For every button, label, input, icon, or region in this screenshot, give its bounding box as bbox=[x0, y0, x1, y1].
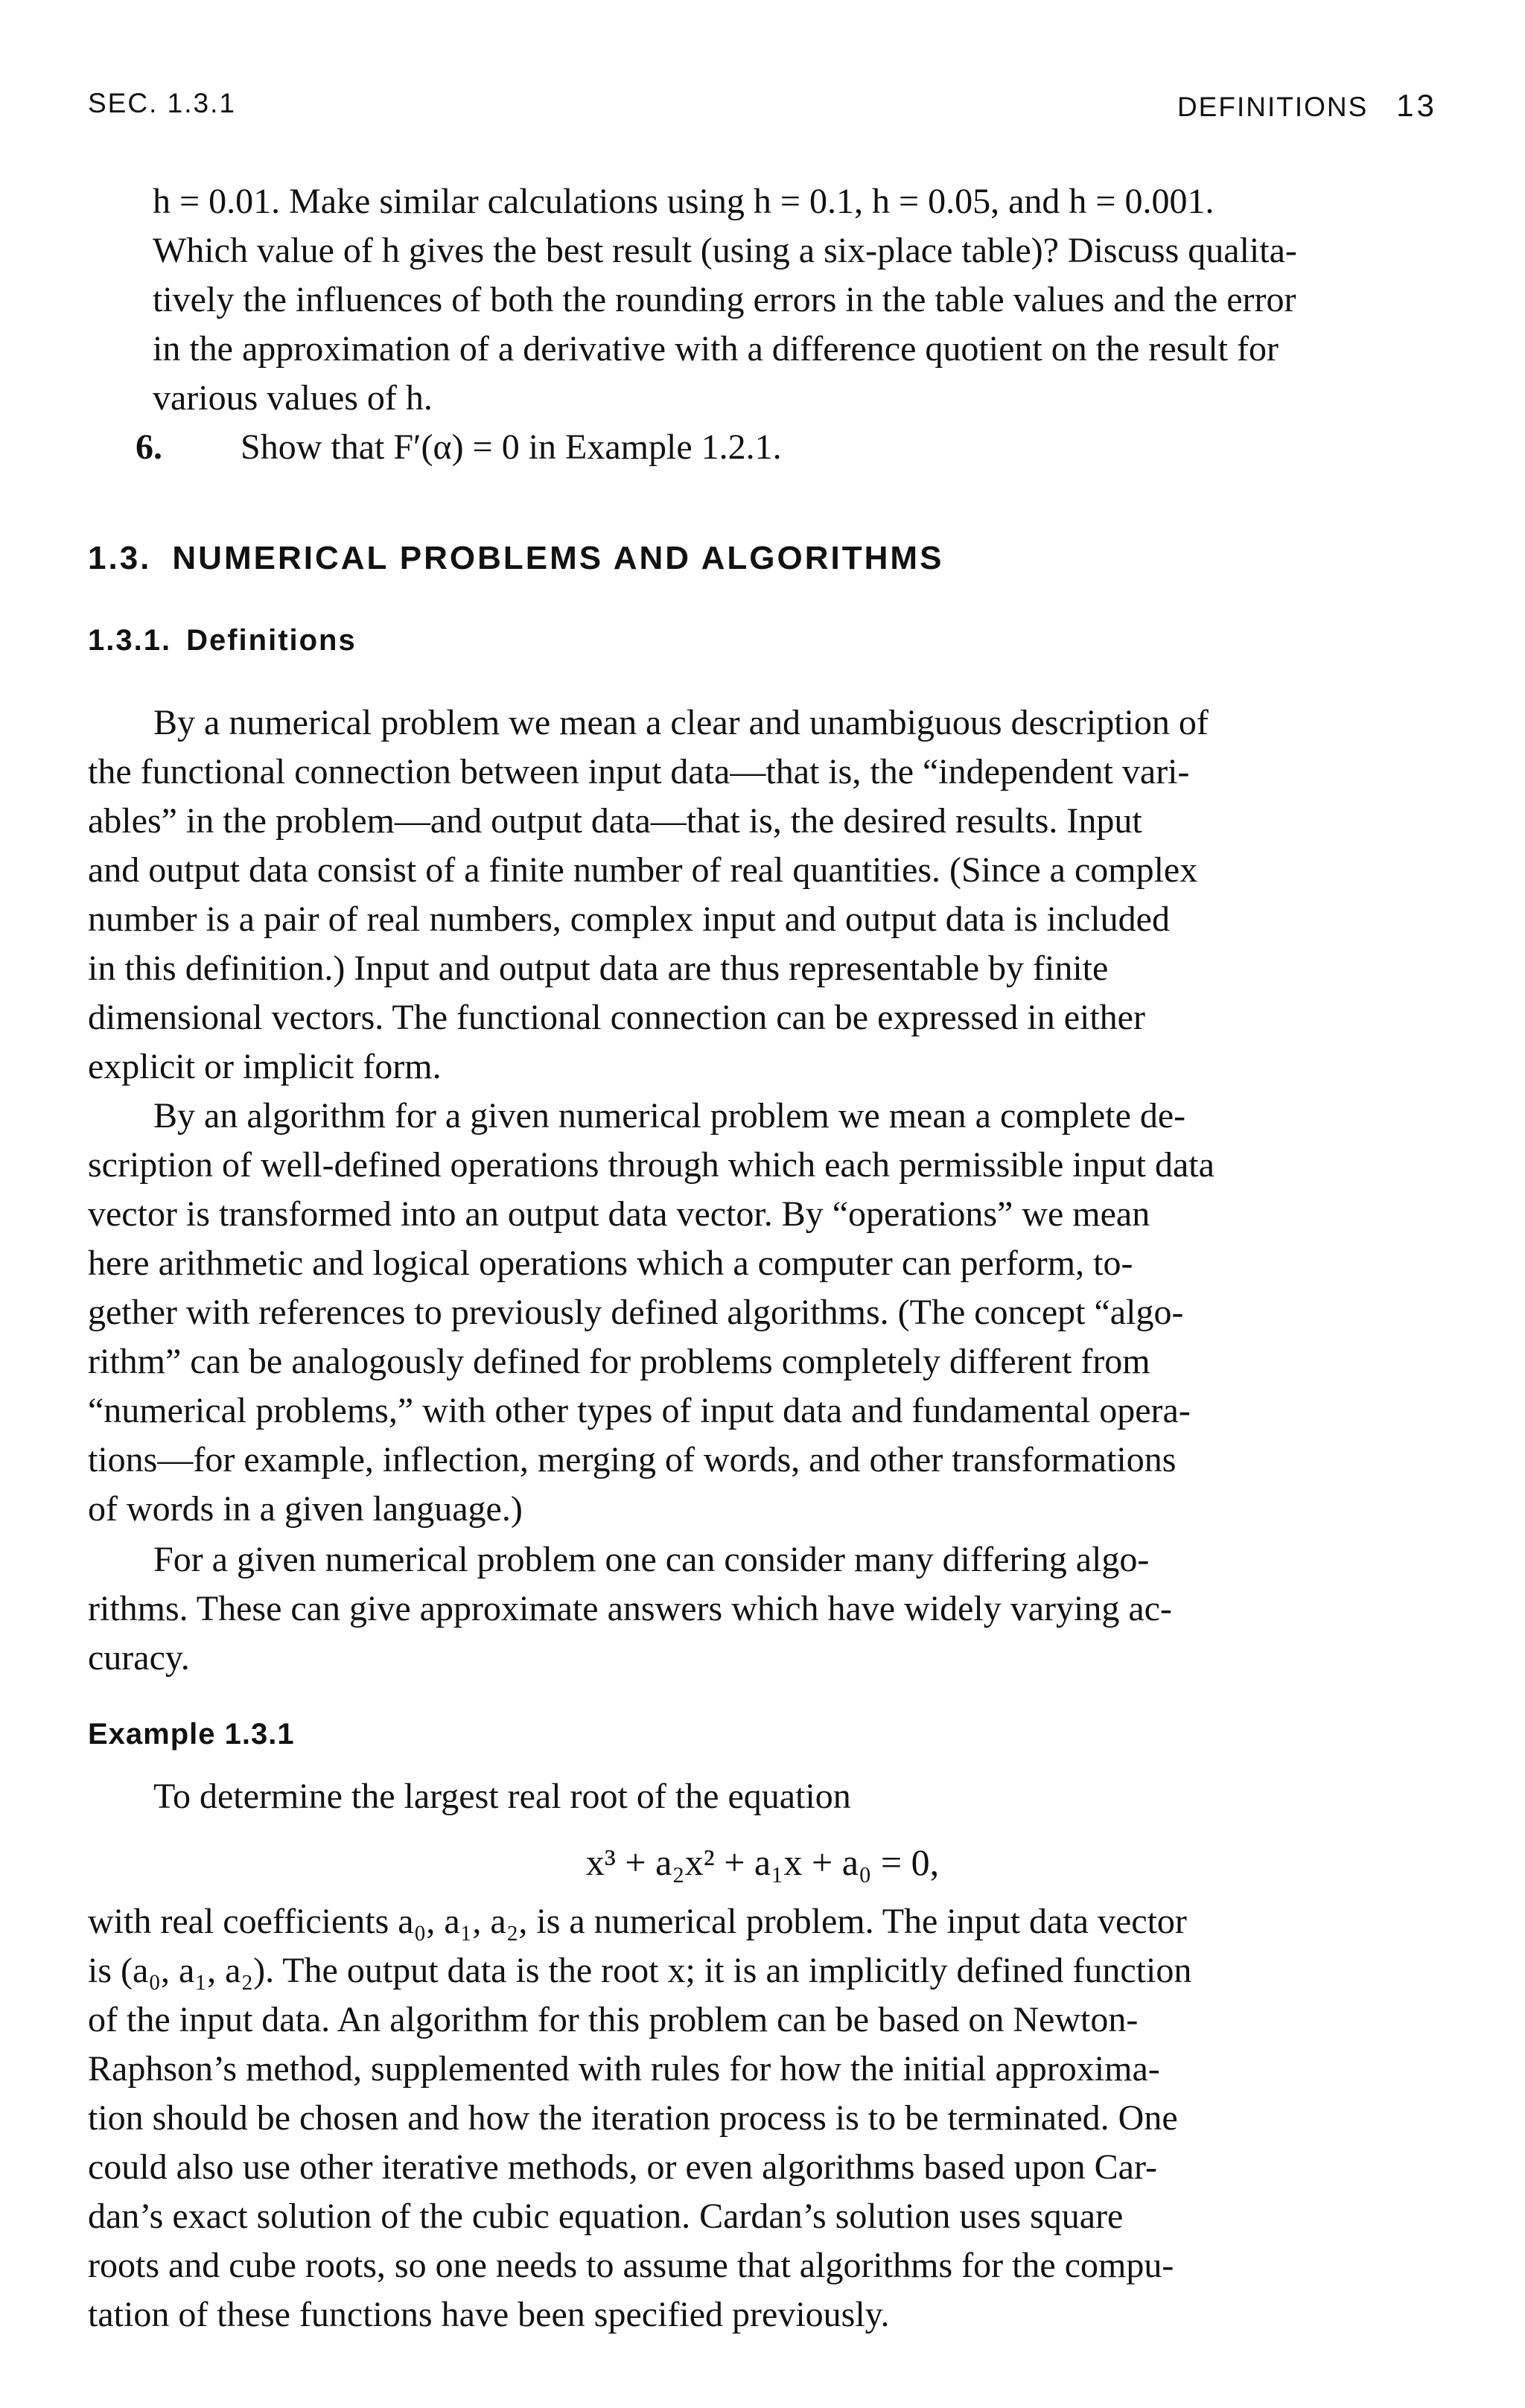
para-line: For a given numerical problem one can consider many differing algo- bbox=[153, 1540, 1150, 1579]
example-line: roots and cube roots, so one needs to assume that algorithms for the compu- bbox=[88, 2246, 1174, 2285]
exercise-line: h = 0.01. Make similar calculations using h = 0.1, h = 0.05, and h = 0.001. bbox=[153, 182, 1214, 221]
exercise-line: Which value of h gives the best result (using a six-place table)? Discuss qualita- bbox=[153, 231, 1297, 270]
example-heading: Example 1.3.1 bbox=[88, 1718, 295, 1751]
example-intro bbox=[88, 1772, 1426, 1821]
para-line: rithm” can be analogously defined for problems completely different from bbox=[88, 1342, 1150, 1381]
para-line: and output data consist of a finite number of real quantities. (Since a complex bbox=[88, 850, 1198, 890]
exercise-line: various values of h. bbox=[153, 378, 433, 418]
para-line: scription of well-defined operations through which each permissible input data bbox=[88, 1145, 1214, 1185]
section-heading bbox=[88, 540, 943, 577]
header-section: SEC. 1.3.1 bbox=[88, 88, 236, 118]
para-line: here arithmetic and logical operations which a computer can perform, to- bbox=[88, 1243, 1133, 1283]
para-line: gether with references to previously defined algorithms. (The concept “algo- bbox=[88, 1293, 1184, 1332]
cubic-equation: x³ + a₂x² + a₁x + a₀ = 0, bbox=[585, 1841, 940, 1883]
para-line: dimensional vectors. The functional connection can be expressed in either bbox=[88, 998, 1145, 1037]
section-title: NUMERICAL PROBLEMS AND ALGORITHMS bbox=[172, 540, 944, 576]
example-line: tion should be chosen and how the iteration process is to be terminated. One bbox=[88, 2098, 1178, 2138]
example-line: of the input data. An algorithm for this problem can be based on Newton- bbox=[88, 2000, 1139, 2039]
example-line: dan’s exact solution of the cubic equation. Cardan’s solution uses square bbox=[88, 2197, 1124, 2236]
example-body bbox=[88, 1897, 1426, 2339]
exercise-line: tively the influences of both the rounding errors in the table values and the error bbox=[153, 280, 1296, 319]
running-header bbox=[88, 88, 1437, 133]
example-line: is (a₀, a₁, a₂). The output data is the root x; it is an implicitly defined function bbox=[88, 1951, 1192, 1990]
subsection-heading bbox=[88, 624, 357, 657]
para-line: the functional connection between input data—that is, the “independent vari- bbox=[88, 752, 1190, 791]
para-line: curacy. bbox=[88, 1638, 190, 1678]
para-line: By an algorithm for a given numerical problem we mean a complete de- bbox=[153, 1096, 1186, 1135]
page-number: 13 bbox=[1396, 88, 1437, 123]
para-line: vector is transformed into an output data vector. By “operations” we mean bbox=[88, 1194, 1150, 1234]
para-line: “numerical problems,” with other types of input data and fundamental opera- bbox=[88, 1391, 1191, 1430]
para-line: By a numerical problem we mean a clear and unambiguous description of bbox=[153, 703, 1209, 742]
para-line: ables” in the problem—and output data—that is, the desired results. Input bbox=[88, 801, 1142, 841]
section-number: 1.3. bbox=[88, 540, 152, 576]
para-line: in this definition.) Input and output data are thus representable by finite bbox=[88, 949, 1109, 988]
example-line: tation of these functions have been specified previously. bbox=[88, 2295, 890, 2334]
example-line: with real coefficients a₀, a₁, a₂, is a numerical problem. The input data vector bbox=[88, 1902, 1187, 1941]
exercise-text: Show that F′(α) = 0 in Example 1.2.1. bbox=[241, 427, 782, 467]
example-line: Raphson’s method, supplemented with rules for how the initial approxima- bbox=[88, 2049, 1160, 2089]
subsection-title: Definitions bbox=[186, 624, 357, 657]
example-intro-text: To determine the largest real root of the equation bbox=[153, 1777, 851, 1816]
paragraph-numerical-problem bbox=[88, 698, 1426, 1092]
exercise-continuation bbox=[153, 177, 1426, 423]
para-line: of words in a given language.) bbox=[88, 1489, 523, 1529]
example-line: could also use other iterative methods, or even algorithms based upon Car- bbox=[88, 2147, 1157, 2187]
para-line: number is a pair of real numbers, complex input and output data is included bbox=[88, 899, 1170, 939]
exercise-number: 6. bbox=[136, 427, 162, 467]
para-line: tions—for example, inflection, merging of words, and other transformations bbox=[88, 1440, 1177, 1479]
para-line: rithms. These can give approximate answers which have widely varying ac- bbox=[88, 1589, 1172, 1628]
paragraph-algorithm bbox=[88, 1092, 1426, 1534]
paragraph-differing-algorithms bbox=[88, 1535, 1426, 1683]
subsection-number: 1.3.1. bbox=[88, 624, 172, 657]
exercise-line: in the approximation of a derivative with a difference quotient on the result for bbox=[153, 329, 1279, 369]
header-title: DEFINITIONS bbox=[1177, 92, 1369, 122]
para-line: explicit or implicit form. bbox=[88, 1047, 442, 1086]
header-right bbox=[1177, 88, 1437, 124]
